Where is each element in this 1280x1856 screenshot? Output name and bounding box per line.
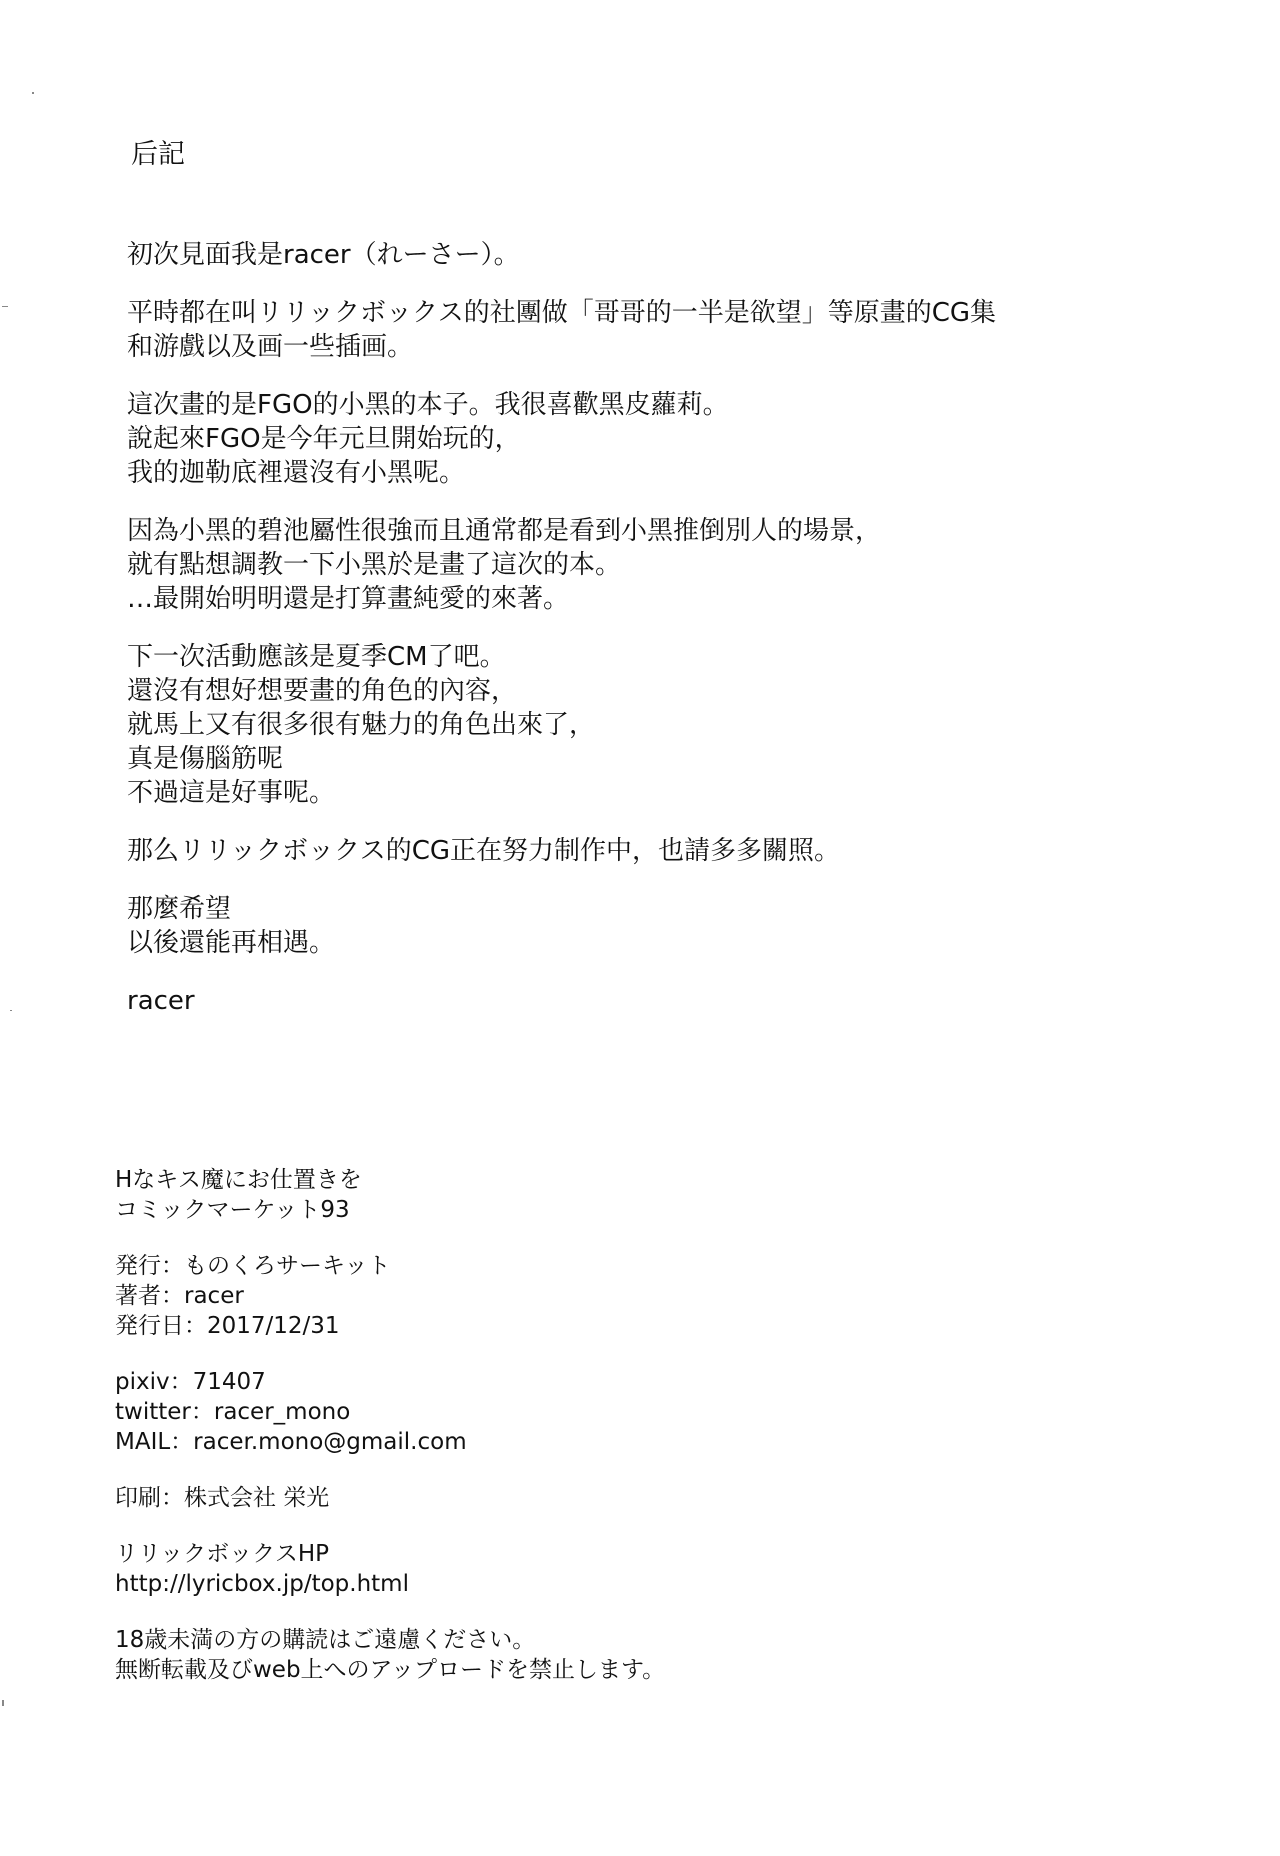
afterword-line: 我的迦勒底裡還沒有小黑呢。 (127, 458, 466, 488)
colophon-section (115, 1165, 1015, 1711)
afterword-line: 初次見面我是racer（れーさー）。 (127, 240, 520, 270)
afterword-line: 還沒有想好想要畫的角色的內容， (127, 676, 518, 706)
publication-date: 発行日：2017/12/31 (115, 1313, 340, 1339)
publisher: 発行：ものくろサーキット (115, 1253, 391, 1279)
afterword-line: 這次畫的是FGO的小黑的本子。我很喜歡黑皮蘿莉。 (127, 390, 729, 420)
afterword-signature: racer (127, 986, 195, 1016)
pixiv-id: pixiv：71407 (115, 1369, 266, 1395)
afterword-line: 就馬上又有很多很有魅力的角色出來了， (127, 710, 596, 740)
afterword-line: 不過這是好事呢。 (127, 778, 336, 808)
afterword-title: 后記 (131, 139, 185, 170)
afterword-paragraph-5 (127, 640, 1177, 810)
afterword-line: 平時都在叫リリックボックス的社團做「哥哥的一半是欲望」等原畫的CG集 (127, 298, 997, 328)
scan-speck (2, 306, 8, 307)
afterword-line: …最開始明明還是打算畫純愛的來著。 (127, 584, 570, 614)
colophon-publication-group (115, 1251, 1015, 1341)
afterword-paragraph-7 (127, 892, 1177, 960)
afterword-line: 就有點想調教一下小黑於是畫了這次的本。 (127, 550, 622, 580)
book-title: Hなキス魔にお仕置きを (115, 1167, 362, 1193)
afterword-paragraph-6 (127, 834, 1177, 868)
mail-address: MAIL：racer.mono@gmail.com (115, 1429, 467, 1455)
homepage-url: http://lyricbox.jp/top.html (115, 1571, 409, 1597)
age-notice: 18歳未満の方の購読はご遠慮ください。 (115, 1627, 536, 1653)
colophon-contact-group (115, 1367, 1015, 1457)
afterword-line: 說起來FGO是今年元旦開始玩的， (127, 424, 521, 454)
colophon-homepage-group (115, 1539, 1015, 1599)
afterword-line: 那麼希望 (127, 894, 232, 924)
afterword-paragraph-3 (127, 388, 1177, 490)
colophon-printer-group (115, 1483, 1015, 1513)
printer: 印刷：株式会社 栄光 (115, 1485, 330, 1511)
afterword-paragraph-2 (127, 296, 1177, 364)
scan-speck (32, 92, 34, 94)
afterword-line: 下一次活動應該是夏季CM了吧。 (127, 642, 506, 672)
afterword-paragraph-1 (127, 238, 1177, 272)
homepage-label: リリックボックスHP (115, 1541, 330, 1567)
afterword-line: 那么リリックボックス的CG正在努力制作中，也請多多關照。 (127, 836, 841, 866)
scan-speck (10, 1010, 12, 1011)
colophon-notice-group (115, 1625, 1015, 1685)
event-name: コミックマーケット93 (115, 1197, 350, 1223)
scan-speck (2, 1700, 4, 1706)
reproduction-notice: 無断転載及びweb上へのアップロードを禁止します。 (115, 1657, 666, 1683)
author: 著者：racer (115, 1283, 244, 1309)
afterword-line: 以後還能再相遇。 (127, 928, 336, 958)
afterword-line: 因為小黑的碧池屬性很強而且通常都是看到小黑推倒別人的場景， (127, 516, 882, 546)
afterword-section (127, 138, 1177, 1018)
afterword-line: 和游戲以及画一些插画。 (127, 332, 414, 362)
afterword-line: 真是傷腦筋呢 (127, 744, 284, 774)
colophon-title-group (115, 1165, 1015, 1225)
twitter-handle: twitter：racer_mono (115, 1399, 351, 1425)
afterword-paragraph-4 (127, 514, 1177, 616)
